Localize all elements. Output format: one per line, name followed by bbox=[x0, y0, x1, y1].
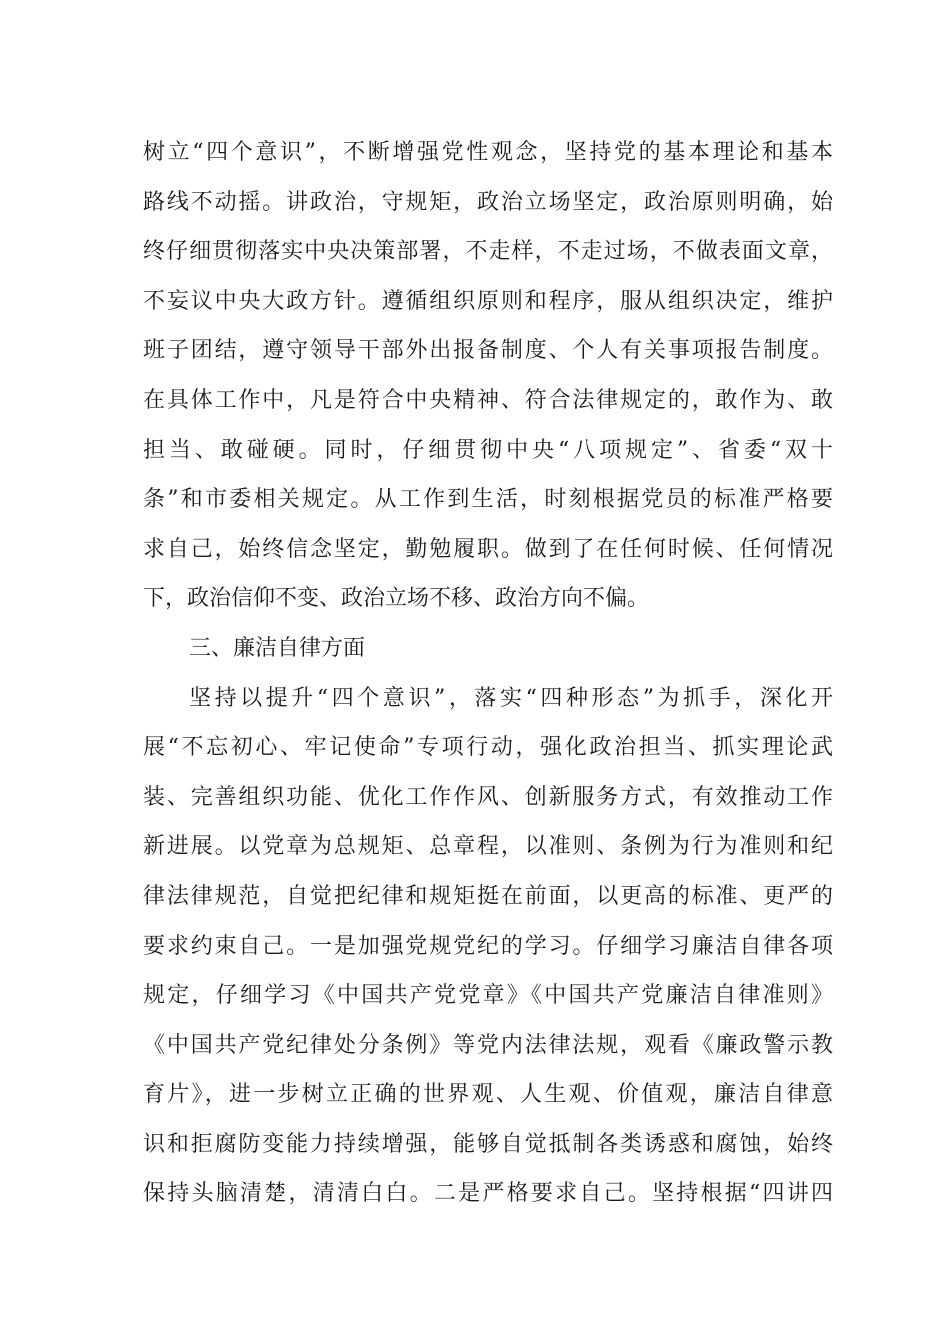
text-line: 育片》，进一步树立正确的世界观、人生观、价值观，廉洁自律意 bbox=[143, 1082, 833, 1108]
text-line: 识和拒腐防变能力持续增强，能够自觉抵制各类诱惑和腐蚀，始终 bbox=[143, 1131, 833, 1157]
text-line: 保持头脑清楚，清清白白。二是严格要求自己。坚持根据“四讲四 bbox=[143, 1181, 833, 1207]
text-line: 展“不忘初心、牢记使命”专项行动，强化政治担当、抓实理论武 bbox=[143, 735, 833, 761]
document-body bbox=[143, 128, 833, 1219]
text-line: 担当、敢碰硬。同时，仔细贯彻中央“八项规定”、省委“双十 bbox=[143, 437, 833, 463]
text-line: 律法律规范，自觉把纪律和规矩挺在前面，以更高的标准、更严的 bbox=[143, 883, 833, 909]
text-line: 不妄议中央大政方针。遵循组织原则和程序，服从组织决定，维护 bbox=[143, 288, 833, 314]
text-line: 路线不动摇。讲政治，守规矩，政治立场坚定，政治原则明确，始 bbox=[143, 189, 833, 215]
text-line: 《中国共产党纪律处分条例》等党内法律法规，观看《廉政警示教 bbox=[143, 1032, 833, 1058]
text-line: 要求约束自己。一是加强党规党纪的学习。仔细学习廉洁自律各项 bbox=[143, 933, 833, 959]
text-line: 求自己，始终信念坚定，勤勉履职。做到了在任何时候、任何情况 bbox=[143, 536, 833, 562]
text-line: 终仔细贯彻落实中央决策部署，不走样，不走过场，不做表面文章， bbox=[143, 239, 833, 265]
text-line: 装、完善组织功能、优化工作作风、创新服务方式，有效推动工作 bbox=[143, 784, 833, 810]
text-line: 坚持以提升“四个意识”，落实“四种形态”为抓手，深化开 bbox=[189, 685, 833, 711]
text-line: 新进展。以党章为总规矩、总章程，以准则、条例为行为准则和纪 bbox=[143, 834, 833, 860]
text-line: 班子团结，遵守领导干部外出报备制度、个人有关事项报告制度。 bbox=[143, 338, 833, 364]
text-line: 规定，仔细学习《中国共产党党章》《中国共产党廉洁自律准则》 bbox=[143, 983, 833, 1009]
text-line: 条”和市委相关规定。从工作到生活，时刻根据党员的标准严格要 bbox=[143, 487, 833, 513]
text-line: 下，政治信仰不变、政治立场不移、政治方向不偏。 bbox=[143, 586, 650, 612]
text-line: 树立“四个意识”，不断增强党性观念，坚持党的基本理论和基本 bbox=[143, 140, 833, 165]
section-heading: 三、廉洁自律方面 bbox=[189, 635, 366, 661]
text-line: 在具体工作中，凡是符合中央精神、符合法律规定的，敢作为、敢 bbox=[143, 387, 833, 413]
